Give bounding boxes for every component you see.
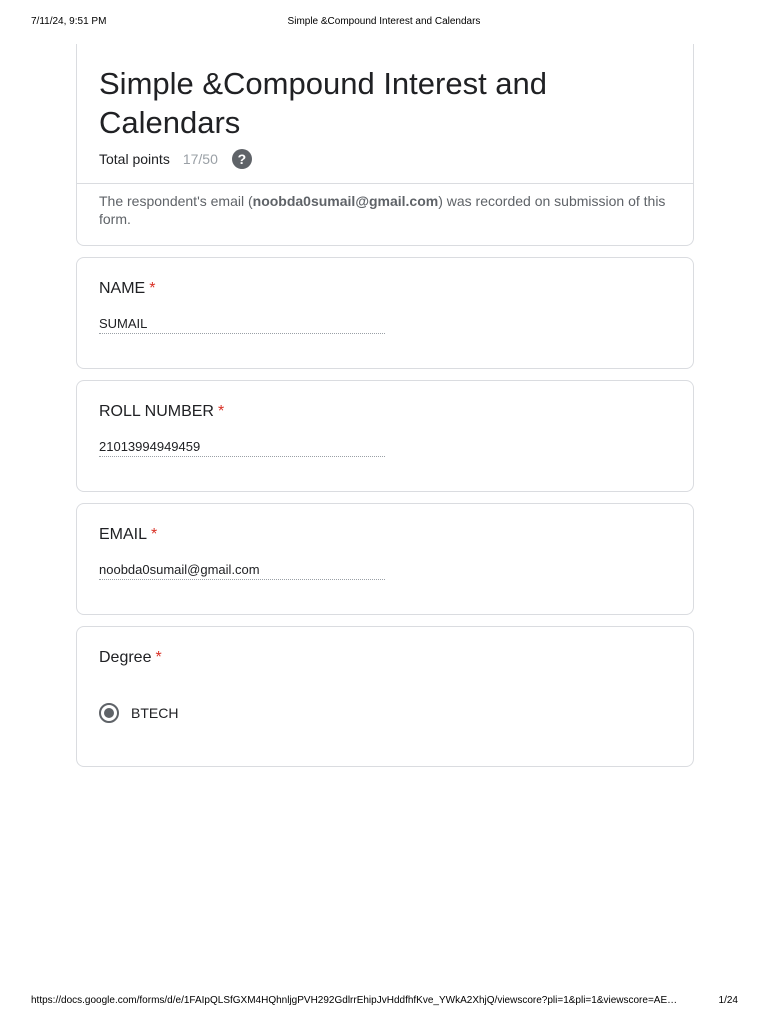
help-circle-icon[interactable]: ? [232, 149, 252, 169]
print-date: 7/11/24, 9:51 PM [31, 16, 107, 27]
print-footer [0, 995, 768, 1009]
email-note-prefix: The respondent's email ( [99, 193, 253, 209]
email-note-suffix: ) was recorded on submission of this form. [99, 193, 666, 227]
question-label: ROLL NUMBER [99, 403, 214, 420]
print-header [0, 16, 768, 30]
email-recorded-note [99, 192, 669, 228]
name-answer: SUMAIL [99, 316, 385, 334]
radio-selected-icon[interactable] [99, 703, 119, 723]
email-answer: noobda0sumail@gmail.com [99, 562, 385, 580]
print-url: https://docs.google.com/forms/d/e/1FAIpQLSfGXM4HQhnljgPVH292GdlrrEhipJvHddfhfKve_YWkA2XhjQ/viewscore?pli=1&pli=1&viewscore=AE… [31, 995, 678, 1006]
required-asterisk: * [155, 649, 162, 666]
required-asterisk: * [149, 280, 156, 297]
required-asterisk: * [151, 526, 158, 543]
radio-dot [104, 708, 114, 718]
points-value: 17/50 [182, 151, 218, 167]
question-label: Degree [99, 649, 152, 666]
degree-option-btech[interactable] [99, 703, 178, 723]
question-card-email [76, 503, 694, 615]
form-header-card [76, 44, 694, 246]
question-title [99, 526, 157, 544]
points-label: Total points [99, 151, 170, 167]
roll-number-answer: 21013994949459 [99, 439, 385, 457]
page-number: 1/24 [718, 995, 738, 1006]
question-title [99, 649, 162, 667]
radio-option-label: BTECH [131, 705, 179, 721]
question-label: EMAIL [99, 526, 148, 543]
question-card-roll-number [76, 380, 694, 492]
total-points [99, 148, 252, 170]
form-title: Simple &Compound Interest and Calendars [99, 66, 548, 140]
question-card-degree [76, 626, 694, 767]
question-title [99, 403, 224, 421]
question-label: NAME [99, 280, 146, 297]
email-note-address: noobda0sumail@gmail.com [252, 193, 439, 209]
print-title: Simple &Compound Interest and Calendars [287, 16, 481, 27]
question-title [99, 280, 155, 298]
question-card-name [76, 257, 694, 369]
header-divider [77, 183, 693, 184]
required-asterisk: * [217, 403, 225, 420]
